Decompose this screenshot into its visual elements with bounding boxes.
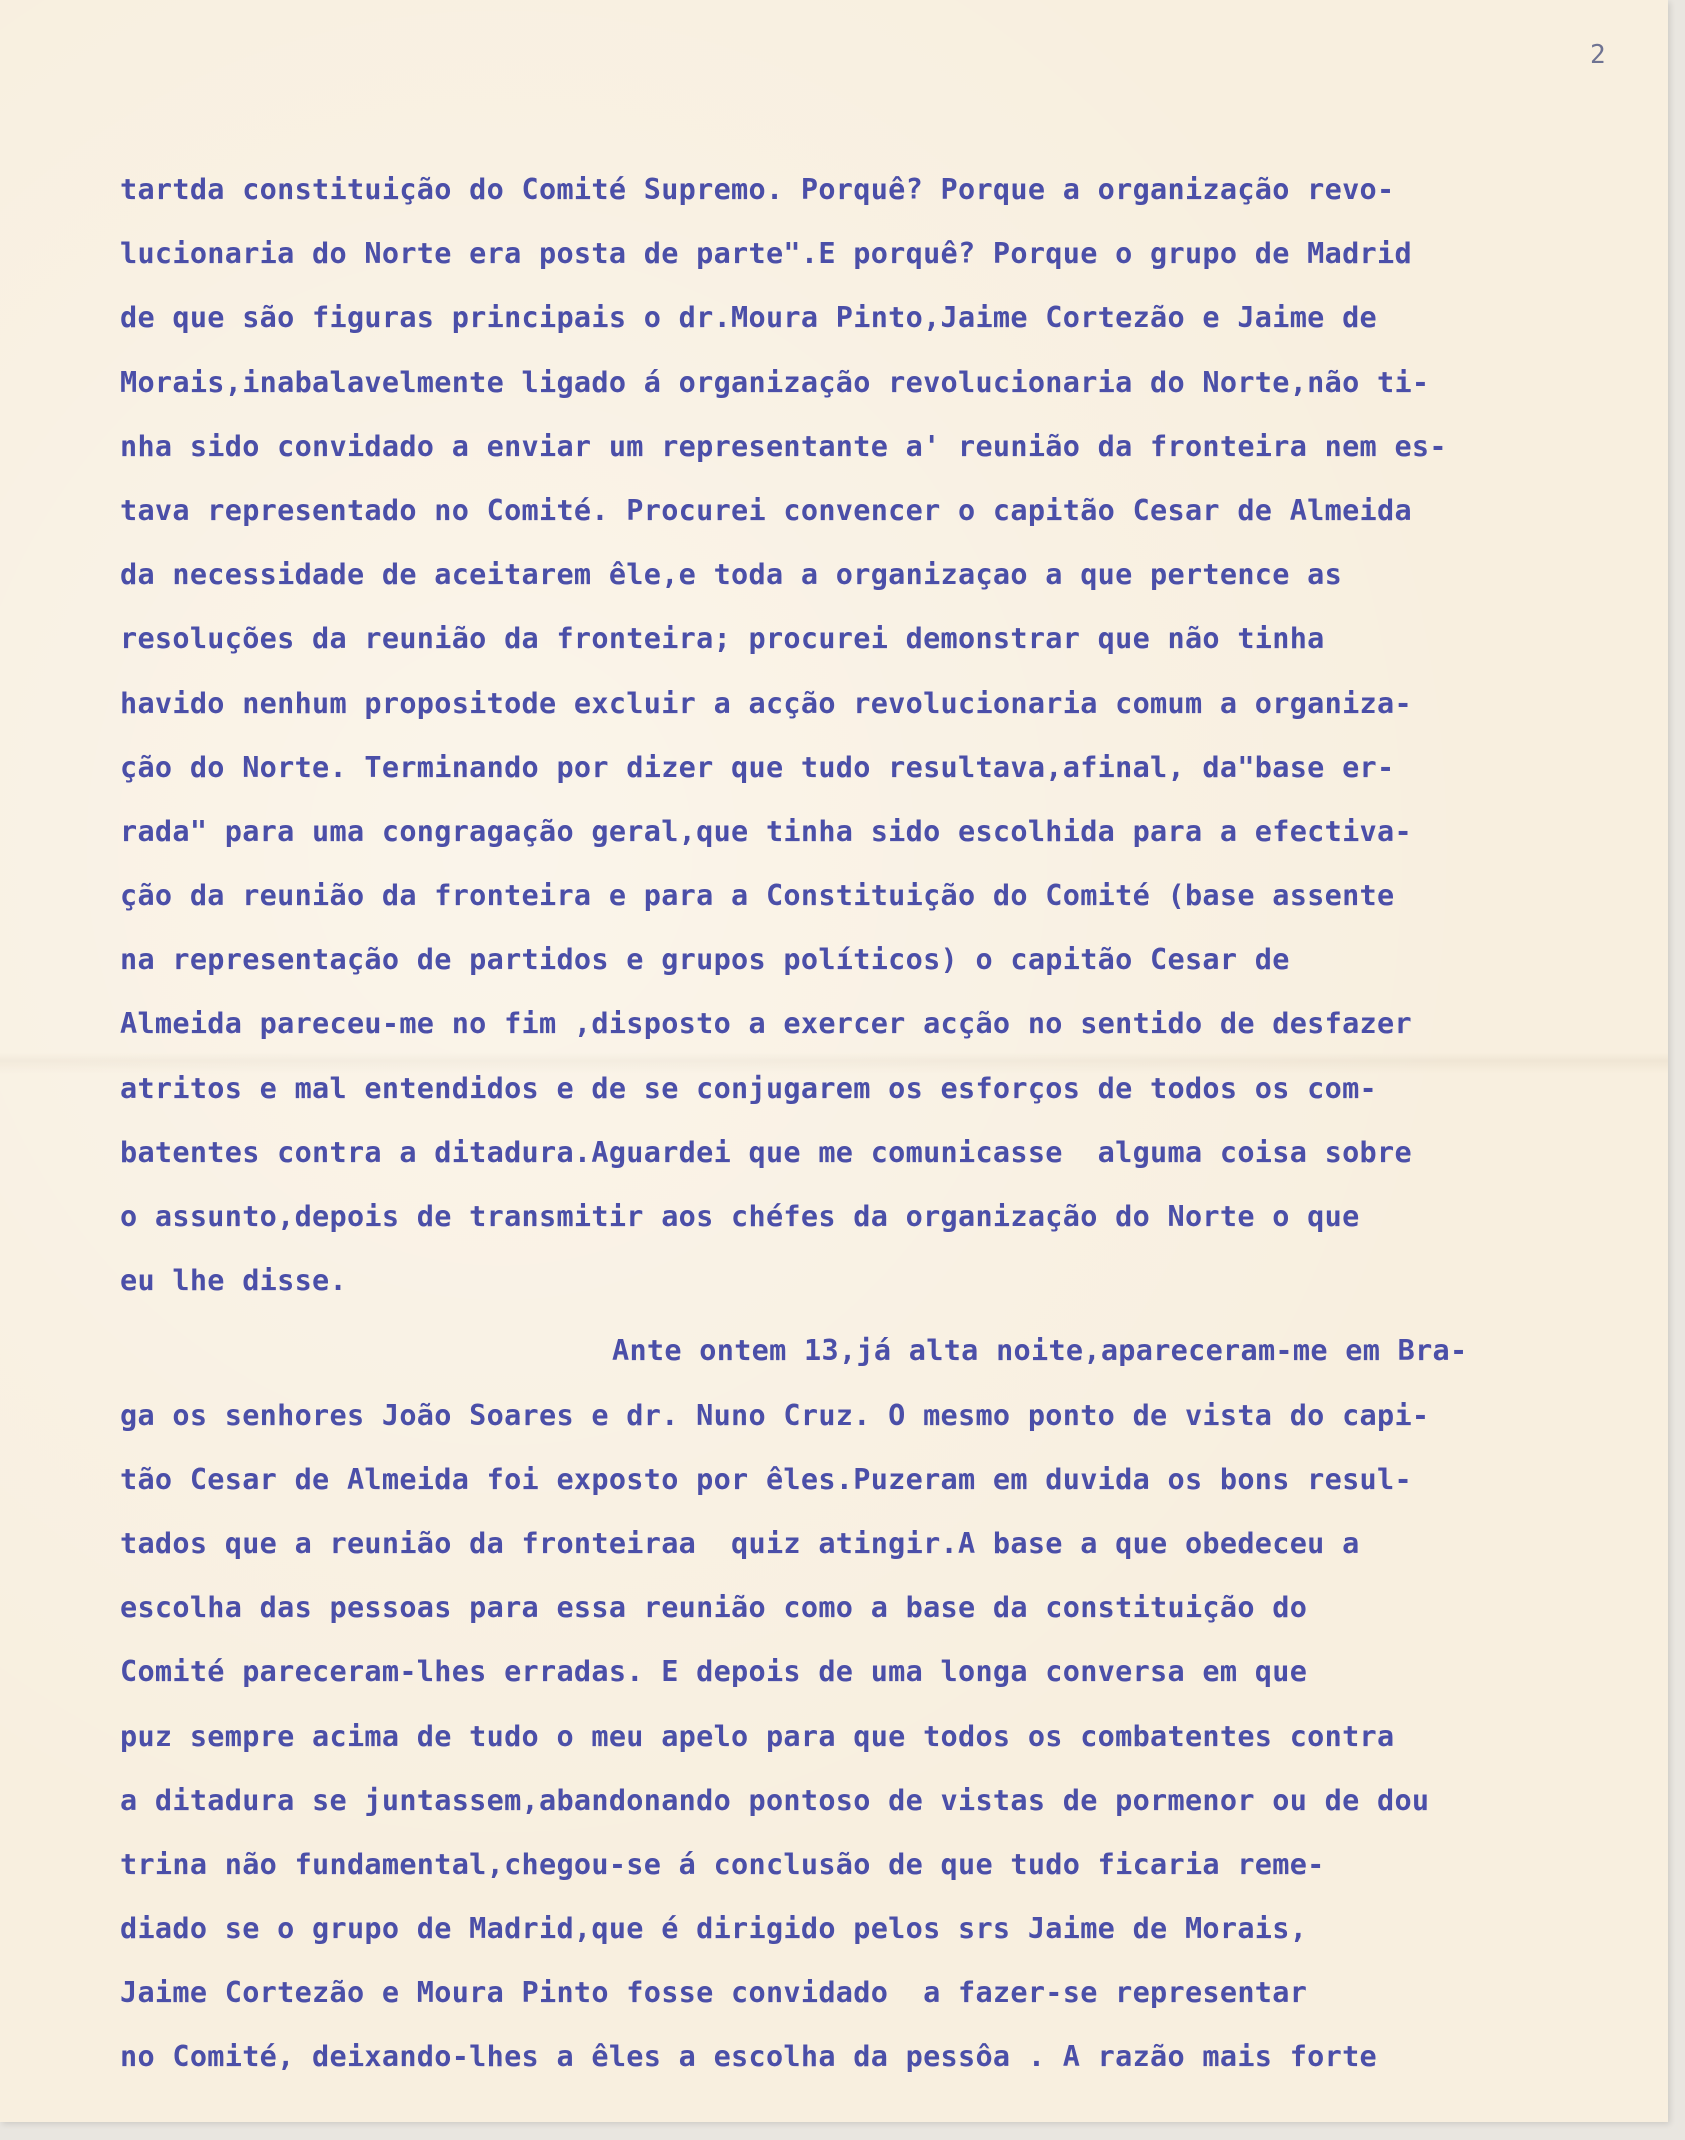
text-line: de que são figuras principais o dr.Moura Pinto,Jaime Cortezão e Jaime de: [120, 301, 1378, 335]
text-line: lucionaria do Norte era posta de parte".E porquê? Porque o grupo de Madrid: [120, 237, 1412, 271]
text-line: ga os senhores João Soares e dr. Nuno Cruz. O mesmo ponto de vista do capi-: [120, 1398, 1430, 1432]
text-line: batentes contra a ditadura.Aguardei que me comunicasse alguma coisa sobre: [120, 1135, 1412, 1169]
letter-body: [120, 158, 1640, 2090]
text-line: tados que a reunião da fronteiraa quiz atingir.A base a que obedeceu a: [120, 1526, 1360, 1560]
text-line: a ditadura se juntassem,abandonando pontoso de vistas de pormenor ou de dou: [120, 1783, 1430, 1817]
text-line: tava representado no Comité. Procurei convencer o capitão Cesar de Almeida: [120, 493, 1412, 527]
text-line: ção da reunião da fronteira e para a Constituição do Comité (base assente: [120, 879, 1395, 913]
text-line: no Comité, deixando-lhes a êles a escolha da pessôa . A razão mais forte: [120, 2040, 1378, 2074]
text-line: trina não fundamental,chegou-se á conclusão de que tudo ficaria reme-: [120, 1847, 1325, 1881]
text-line: rada" para uma congragação geral,que tinha sido escolhida para a efectiva-: [120, 814, 1412, 848]
text-line: resoluções da reunião da fronteira; procurei demonstrar que não tinha: [120, 622, 1325, 656]
text-line: da necessidade de aceitarem êle,e toda a organizaçao a que pertence as: [120, 558, 1343, 592]
text-line: eu lhe disse.: [120, 1264, 347, 1298]
text-line: Jaime Cortezão e Moura Pinto fosse convidado a fazer-se representar: [120, 1976, 1308, 2010]
text-line: tão Cesar de Almeida foi exposto por êles.Puzeram em duvida os bons resul-: [120, 1462, 1412, 1496]
page-number: 2: [1590, 40, 1606, 70]
text-line: escolha das pessoas para essa reunião como a base da constituição do: [120, 1591, 1308, 1625]
text-line: na representação de partidos e grupos políticos) o capitão Cesar de: [120, 943, 1290, 977]
text-line: tartda constituição do Comité Supremo. Porquê? Porque a organização revo-: [120, 173, 1395, 206]
paragraph-2: [120, 1319, 1640, 2089]
paragraph-1: [120, 158, 1640, 1313]
text-line: havido nenhum propositode excluir a acção revolucionaria comum a organiza-: [120, 686, 1412, 720]
text-line: Almeida pareceu-me no fim ,disposto a exercer acção no sentido de desfazer: [120, 1007, 1412, 1041]
text-line: Comité pareceram-lhes erradas. E depois de uma longa conversa em que: [120, 1655, 1308, 1689]
text-line: ção do Norte. Terminando por dizer que tudo resultava,afinal, da"base er-: [120, 750, 1395, 784]
text-line: nha sido convidado a enviar um representante a' reunião da fronteira nem es-: [120, 429, 1447, 463]
text-line-indented: Ante ontem 13,já alta noite,apareceram-me em Bra-: [612, 1334, 1468, 1368]
text-line: atritos e mal entendidos e de se conjugarem os esforços de todos os com-: [120, 1071, 1378, 1105]
text-line: Morais,inabalavelmente ligado á organização revolucionaria do Norte,não ti-: [120, 365, 1430, 399]
text-line: o assunto,depois de transmitir aos chéfes da organização do Norte o que: [120, 1200, 1360, 1233]
text-line: diado se o grupo de Madrid,que é dirigido pelos srs Jaime de Morais,: [120, 1912, 1308, 1946]
text-line: puz sempre acima de tudo o meu apelo para que todos os combatentes contra: [120, 1719, 1395, 1753]
